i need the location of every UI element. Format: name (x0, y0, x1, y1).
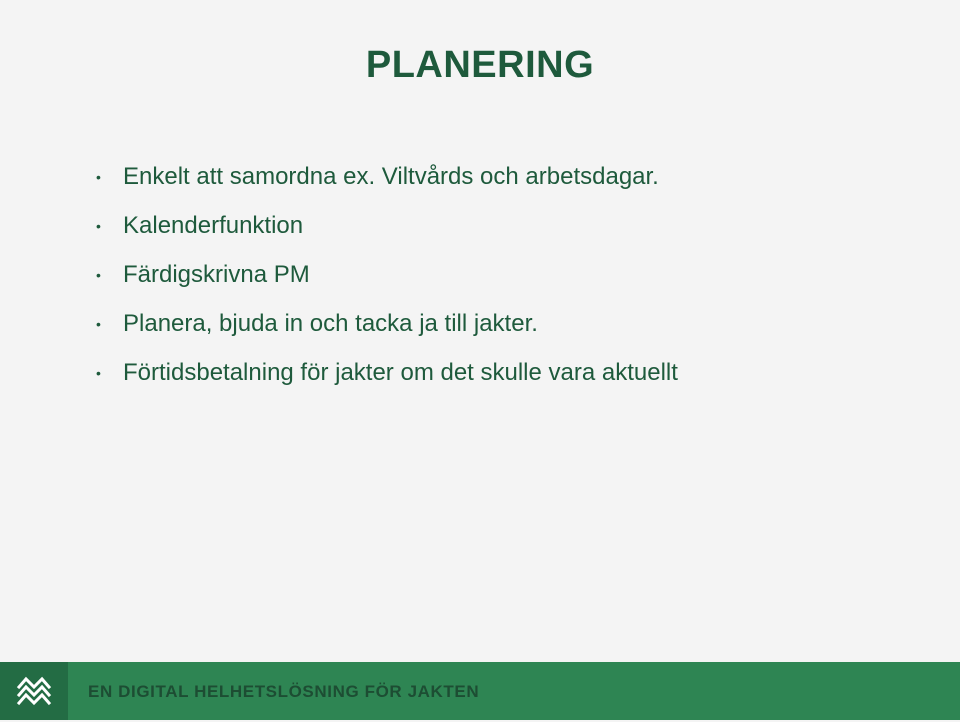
bullet-text: Enkelt att samordna ex. Viltvårds och arbetsdagar. (123, 163, 659, 190)
bullet-item (96, 256, 678, 305)
bullet-item (96, 354, 678, 403)
bullet-dot-icon: • (96, 218, 101, 234)
bullet-dot-icon: • (96, 316, 101, 332)
bullet-item (96, 305, 678, 354)
bullet-text: Kalenderfunktion (123, 212, 304, 239)
bullet-item (96, 207, 678, 256)
bullet-text: Planera, bjuda in och tacka ja till jakter. (123, 310, 538, 337)
footer-tagline: EN DIGITAL HELHETSLÖSNING FÖR JAKTEN (88, 682, 480, 701)
bullet-list (96, 158, 678, 403)
footer-bar (0, 662, 960, 720)
bullet-dot-icon: • (96, 365, 101, 381)
bullet-text: Färdigskrivna PM (123, 261, 310, 288)
bullet-item (96, 158, 678, 207)
slide-title: PLANERING (365, 44, 595, 86)
bullet-dot-icon: • (96, 267, 101, 283)
mountain-chevrons-icon (16, 675, 52, 707)
bullet-dot-icon: • (96, 169, 101, 185)
logo (0, 662, 68, 720)
bullet-text: Förtidsbetalning för jakter om det skulle vara aktuellt (123, 359, 678, 386)
